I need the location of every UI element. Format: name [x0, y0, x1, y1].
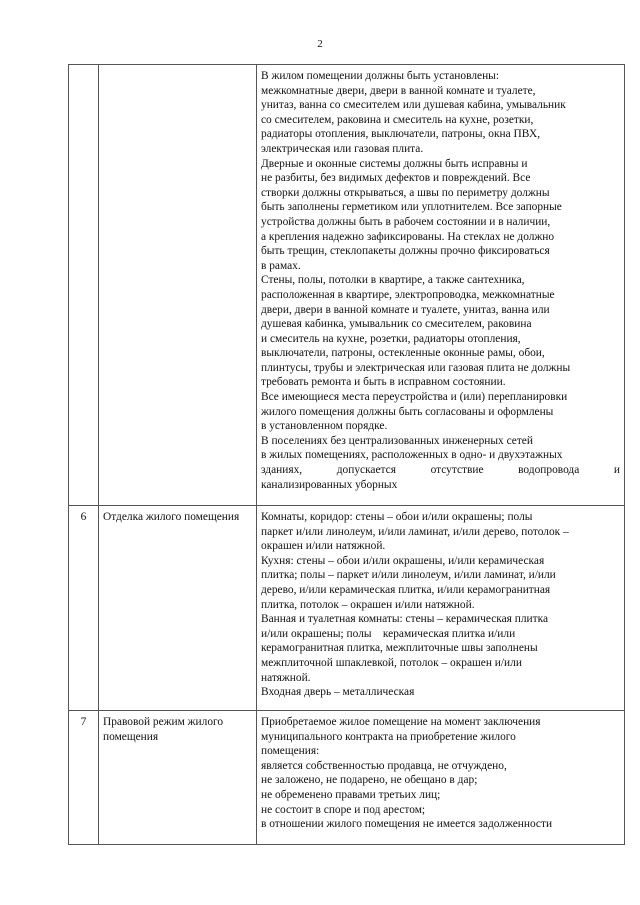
- row-description-cell: [257, 65, 625, 506]
- description-line: канализированных уборных: [261, 478, 398, 491]
- description-line: Комнаты, коридор: стены – обои и/или окрашены; полы: [261, 511, 533, 523]
- description-line: и/или окрашены; полы керамическая плитка и/или: [261, 627, 516, 640]
- description-line: а крепления надежно зафиксированы. На стеклах не должно: [261, 230, 555, 243]
- description-line: быть трещин, стеклопакеты должны прочно фиксироваться: [261, 245, 550, 258]
- row-name-cell: Отделка жилого помещения: [99, 506, 257, 711]
- description-line: радиаторы отопления, выключатели, патроны, окна ПВХ,: [261, 128, 541, 141]
- description-line: в установленном порядке.: [261, 420, 388, 433]
- table-row: [69, 65, 625, 506]
- description-line: душевая кабинка, умывальник со смесителем, раковина: [261, 318, 532, 331]
- description-line: устройства должны быть в рабочем состоянии и в наличии,: [261, 215, 551, 228]
- description-line: В жилом помещении должны быть установлены:: [261, 70, 499, 82]
- description-line: в жилых помещениях, расположенных в одно- и двухэтажных: [261, 449, 563, 462]
- requirements-table: [68, 64, 625, 845]
- description-line: выключатели, патроны, остекленные оконные рамы, обои,: [261, 347, 545, 360]
- description-line: требовать ремонта и быть в исправном состоянии.: [261, 376, 506, 389]
- row-number-cell: [69, 65, 99, 506]
- description-line: двери, двери в ванной комнате и туалете, унитаз, ванна или: [261, 303, 550, 316]
- description-line: в отношении жилого помещения не имеется задолженности: [261, 818, 553, 831]
- description-line: Кухня: стены – обои и/или окрашены, и/или керамическая: [261, 554, 545, 567]
- description-line: муниципального контракта на приобретение жилого: [261, 730, 516, 743]
- description-line: помещения:: [261, 745, 320, 758]
- description-line: быть заполнены герметиком или уплотнителем. Все запорные: [261, 201, 562, 214]
- description-line: межплиточной шпаклевкой, потолок – окрашен и/или: [261, 656, 522, 669]
- description-line: унитаз, ванна со смесителем или душевая кабина, умывальник: [261, 99, 566, 112]
- description-line: плинтусы, трубы и электрическая или газовая плита не должны: [261, 361, 571, 374]
- description-line: дерево, и/или керамическая плитка, и/или керамогранитная: [261, 583, 551, 596]
- description-line: не заложено, не подарено, не обещано в дар;: [261, 774, 478, 787]
- description-line: Входная дверь – металлическая: [261, 686, 415, 699]
- description-line: плитка, потолок – окрашен и/или натяжной.: [261, 598, 475, 611]
- row-name-cell: [99, 65, 257, 506]
- description-line: окрашен и/или натяжной.: [261, 540, 386, 553]
- description-line: зданиях, допускается отсутствие водопровода и: [261, 464, 620, 477]
- description-line: Ванная и туалетная комнаты: стены – керамическая плитка: [261, 613, 549, 626]
- row-number-cell: 7: [69, 711, 99, 845]
- description-line: со смесителем, раковина и смеситель на кухне, розетки,: [261, 113, 534, 126]
- description-line: плитка; полы – паркет и/или линолеум, и/или ламинат, и/или: [261, 569, 556, 582]
- description-line: Дверные и оконные системы должны быть исправны и: [261, 157, 528, 170]
- description-line: паркет и/или линолеум, и/или ламинат, и/или дерево, потолок –: [261, 525, 569, 538]
- description-line: Приобретаемое жилое помещение на момент заключения: [261, 716, 541, 728]
- description-line: Стены, полы, потолки в квартире, а также сантехника,: [261, 274, 525, 287]
- description-line: в рамах.: [261, 259, 301, 272]
- description-line: Все имеющиеся места переустройства и (или) перепланировки: [261, 391, 568, 404]
- description-line: не состоит в споре и под арестом;: [261, 803, 426, 816]
- table-row: [69, 711, 625, 845]
- description-line: является собственностью продавца, не отчуждено,: [261, 759, 507, 772]
- description-line: жилого помещения должны быть согласованы и оформлены: [261, 405, 554, 418]
- row-description-cell: [257, 506, 625, 711]
- description-line: керамогранитная плитка, межплиточные швы заполнены: [261, 642, 538, 655]
- description-line: электрическая или газовая плита.: [261, 142, 424, 155]
- description-line: межкомнатные двери, двери в ванной комнате и туалете,: [261, 84, 536, 97]
- page-number: 2: [317, 38, 323, 50]
- description-line: створки должны открываться, а швы по периметру должны: [261, 186, 550, 199]
- row-number-cell: 6: [69, 506, 99, 711]
- description-line: В поселениях без централизованных инженерных сетей: [261, 434, 533, 447]
- row-description-cell: [257, 711, 625, 845]
- row-name-cell: Правовой режим жилого помещения: [99, 711, 257, 845]
- table-row: [69, 506, 625, 711]
- description-line: не обременено правами третьих лиц;: [261, 788, 441, 801]
- description-line: натяжной.: [261, 671, 311, 684]
- description-line: не разбиты, без видимых дефектов и повреждений. Все: [261, 172, 531, 185]
- description-line: и смеситель на кухне, розетки, радиаторы отопления,: [261, 332, 521, 345]
- description-line: расположенная в квартире, электропроводка, межкомнатные: [261, 288, 555, 301]
